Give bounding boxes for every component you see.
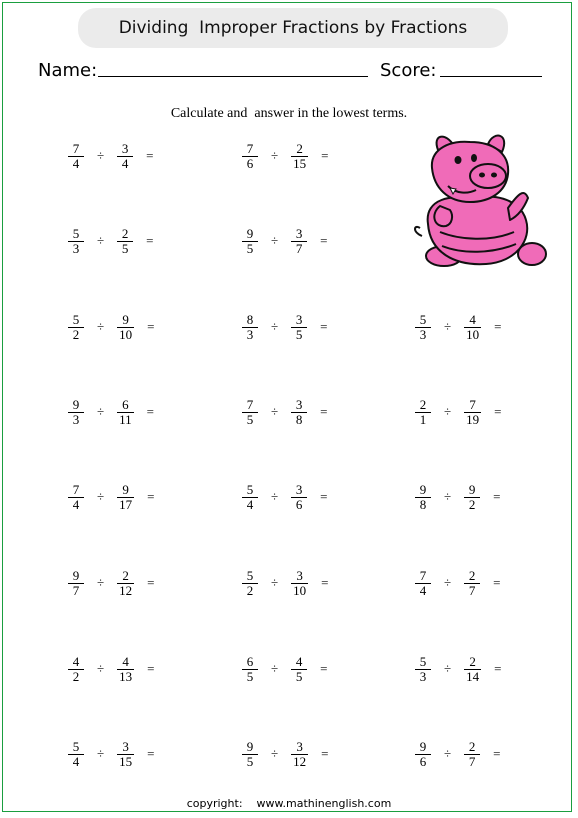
division-sign: ÷ xyxy=(271,148,279,163)
denominator: 8 xyxy=(295,411,303,427)
denominator: 4 xyxy=(72,753,80,769)
denominator: 4 xyxy=(72,155,80,171)
divisor-fraction xyxy=(117,398,134,427)
numerator: 7 xyxy=(246,140,254,156)
numerator: 3 xyxy=(295,481,303,497)
numerator: 4 xyxy=(122,653,129,669)
equals-sign: = xyxy=(493,575,501,590)
equals-sign: = xyxy=(494,404,502,419)
divisor-fraction xyxy=(291,142,308,171)
equals-sign: = xyxy=(146,148,154,163)
divisor-fraction xyxy=(464,313,481,342)
equals-sign: = xyxy=(320,661,328,676)
numerator: 7 xyxy=(246,396,254,412)
denominator: 5 xyxy=(246,411,254,427)
divisor-fraction xyxy=(464,483,480,512)
equals-sign: = xyxy=(493,746,501,761)
numerator: 9 xyxy=(72,396,80,412)
numerator: 2 xyxy=(468,567,476,583)
division-problem xyxy=(242,136,328,176)
equals-sign: = xyxy=(146,404,155,419)
dividend-fraction xyxy=(68,398,84,427)
numerator: 2 xyxy=(296,140,303,156)
numerator: 7 xyxy=(419,567,427,583)
dividend-fraction xyxy=(242,655,258,684)
denominator: 4 xyxy=(419,582,427,598)
denominator: 12 xyxy=(293,753,307,769)
equals-sign: = xyxy=(320,489,328,504)
division-problem xyxy=(415,563,500,603)
numerator: 3 xyxy=(122,738,129,754)
denominator: 15 xyxy=(293,155,307,171)
equals-sign: = xyxy=(320,233,328,248)
equals-sign: = xyxy=(147,746,155,761)
denominator: 3 xyxy=(72,411,80,427)
denominator: 7 xyxy=(295,240,303,256)
divisor-fraction xyxy=(117,740,134,769)
denominator: 10 xyxy=(293,582,307,598)
divisor-fraction xyxy=(464,655,481,684)
denominator: 5 xyxy=(295,326,303,342)
divisor-fraction xyxy=(291,227,307,256)
division-sign: ÷ xyxy=(97,404,105,419)
numerator: 3 xyxy=(295,225,303,241)
denominator: 5 xyxy=(246,668,254,684)
equals-sign: = xyxy=(147,489,155,504)
division-sign: ÷ xyxy=(97,575,105,590)
score-answer-line[interactable] xyxy=(440,76,542,77)
dividend-fraction xyxy=(242,227,258,256)
dividend-fraction xyxy=(242,398,258,427)
equals-sign: = xyxy=(320,404,328,419)
numerator: 9 xyxy=(468,481,476,497)
division-sign: ÷ xyxy=(97,148,105,163)
equals-sign: = xyxy=(321,148,329,163)
equals-sign: = xyxy=(321,575,329,590)
denominator: 4 xyxy=(121,155,129,171)
division-problem xyxy=(242,649,327,689)
division-sign: ÷ xyxy=(97,233,105,248)
dividend-fraction xyxy=(415,655,431,684)
division-sign: ÷ xyxy=(271,575,279,590)
numerator: 7 xyxy=(469,396,476,412)
division-problem xyxy=(415,734,500,774)
division-problem xyxy=(242,477,327,517)
dividend-fraction xyxy=(415,313,431,342)
denominator: 3 xyxy=(246,326,254,342)
name-answer-line[interactable] xyxy=(98,76,368,77)
divisor-fraction xyxy=(117,483,134,512)
dividend-fraction xyxy=(415,398,431,427)
division-problem xyxy=(242,563,328,603)
divisor-fraction xyxy=(117,142,133,171)
division-problem xyxy=(68,307,154,347)
numerator: 7 xyxy=(72,140,80,156)
division-sign: ÷ xyxy=(444,319,452,334)
worksheet-title: Dividing Improper Fractions by Fractions xyxy=(78,8,508,48)
dividend-fraction xyxy=(242,569,258,598)
denominator: 2 xyxy=(468,496,476,512)
division-problem xyxy=(242,221,327,261)
divisor-fraction xyxy=(291,313,307,342)
denominator: 5 xyxy=(246,753,254,769)
denominator: 19 xyxy=(466,411,480,427)
numerator: 6 xyxy=(122,396,129,412)
denominator: 15 xyxy=(119,753,133,769)
denominator: 12 xyxy=(119,582,133,598)
dividend-fraction xyxy=(68,227,84,256)
denominator: 5 xyxy=(246,240,254,256)
divisor-fraction xyxy=(117,655,134,684)
numerator: 5 xyxy=(419,653,427,669)
dividend-fraction xyxy=(415,740,431,769)
division-sign: ÷ xyxy=(444,404,452,419)
denominator: 8 xyxy=(419,496,427,512)
denominator: 7 xyxy=(468,753,476,769)
numerator: 3 xyxy=(121,140,129,156)
denominator: 4 xyxy=(246,496,254,512)
score-label: Score: xyxy=(380,60,437,81)
denominator: 11 xyxy=(119,411,132,427)
denominator: 14 xyxy=(466,668,480,684)
divisor-fraction xyxy=(291,483,307,512)
dividend-fraction xyxy=(242,313,258,342)
division-problem xyxy=(68,477,154,517)
division-problem xyxy=(68,563,154,603)
numerator: 3 xyxy=(295,311,303,327)
division-problem xyxy=(242,734,328,774)
division-problem xyxy=(68,649,154,689)
equals-sign: = xyxy=(321,746,329,761)
dividend-fraction xyxy=(68,483,84,512)
numerator: 3 xyxy=(296,738,303,754)
denominator: 5 xyxy=(295,668,303,684)
denominator: 7 xyxy=(72,582,80,598)
numerator: 4 xyxy=(72,653,80,669)
divisor-fraction xyxy=(117,313,134,342)
division-problem xyxy=(68,392,154,432)
division-problem xyxy=(415,477,500,517)
numerator: 5 xyxy=(246,567,254,583)
numerator: 5 xyxy=(72,225,80,241)
denominator: 6 xyxy=(246,155,254,171)
denominator: 10 xyxy=(466,326,480,342)
name-label: Name: xyxy=(38,60,98,81)
division-problem xyxy=(68,136,153,176)
denominator: 2 xyxy=(72,326,80,342)
division-sign: ÷ xyxy=(271,489,279,504)
division-problem xyxy=(415,307,501,347)
division-problem xyxy=(68,221,153,261)
division-sign: ÷ xyxy=(271,319,279,334)
numerator: 9 xyxy=(122,311,129,327)
denominator: 2 xyxy=(246,582,254,598)
dividend-fraction xyxy=(415,569,431,598)
denominator: 6 xyxy=(419,753,427,769)
division-sign: ÷ xyxy=(444,746,452,761)
numerator: 8 xyxy=(246,311,254,327)
numerator: 2 xyxy=(468,738,476,754)
dividend-fraction xyxy=(242,142,258,171)
divisor-fraction xyxy=(117,569,134,598)
dividend-fraction xyxy=(242,740,258,769)
divisor-fraction xyxy=(464,398,481,427)
numerator: 3 xyxy=(295,396,303,412)
equals-sign: = xyxy=(494,661,502,676)
equals-sign: = xyxy=(320,319,328,334)
divisor-fraction xyxy=(291,740,308,769)
numerator: 5 xyxy=(246,481,254,497)
division-problem xyxy=(68,734,154,774)
numerator: 3 xyxy=(296,567,303,583)
numerator: 6 xyxy=(246,653,254,669)
denominator: 3 xyxy=(419,668,427,684)
numerator: 2 xyxy=(121,225,129,241)
division-sign: ÷ xyxy=(97,661,105,676)
denominator: 10 xyxy=(119,326,133,342)
denominator: 3 xyxy=(72,240,80,256)
denominator: 1 xyxy=(419,411,427,427)
divisor-fraction xyxy=(464,569,480,598)
denominator: 2 xyxy=(72,668,80,684)
dividend-fraction xyxy=(68,313,84,342)
denominator: 3 xyxy=(419,326,427,342)
numerator: 4 xyxy=(295,653,303,669)
dividend-fraction xyxy=(242,483,258,512)
numerator: 2 xyxy=(122,567,129,583)
division-problem xyxy=(242,392,327,432)
equals-sign: = xyxy=(146,233,154,248)
numerator: 5 xyxy=(72,738,80,754)
equals-sign: = xyxy=(494,319,502,334)
division-sign: ÷ xyxy=(97,319,105,334)
numerator: 5 xyxy=(72,311,80,327)
dividend-fraction xyxy=(68,569,84,598)
denominator: 5 xyxy=(121,240,129,256)
division-sign: ÷ xyxy=(444,575,452,590)
denominator: 13 xyxy=(119,668,133,684)
numerator: 9 xyxy=(122,481,129,497)
dividend-fraction xyxy=(415,483,431,512)
equals-sign: = xyxy=(147,575,155,590)
numerator: 9 xyxy=(72,567,80,583)
numerator: 4 xyxy=(469,311,476,327)
numerator: 2 xyxy=(419,396,427,412)
numerator: 2 xyxy=(469,653,476,669)
division-sign: ÷ xyxy=(271,404,279,419)
division-sign: ÷ xyxy=(97,489,105,504)
pink-pig-icon xyxy=(410,128,550,270)
dividend-fraction xyxy=(68,740,84,769)
equals-sign: = xyxy=(147,319,155,334)
instructions: Calculate and answer in the lowest terms. xyxy=(170,106,408,121)
equals-sign: = xyxy=(493,489,501,504)
division-sign: ÷ xyxy=(271,746,279,761)
divisor-fraction xyxy=(291,398,307,427)
footer-copyright: copyright: www.mathinenglish.com xyxy=(186,797,392,810)
divisor-fraction xyxy=(291,569,308,598)
denominator: 6 xyxy=(295,496,303,512)
denominator: 4 xyxy=(72,496,80,512)
division-sign: ÷ xyxy=(271,233,279,248)
division-sign: ÷ xyxy=(444,489,452,504)
divisor-fraction xyxy=(291,655,307,684)
numerator: 9 xyxy=(246,738,254,754)
division-sign: ÷ xyxy=(97,746,105,761)
equals-sign: = xyxy=(147,661,155,676)
numerator: 7 xyxy=(72,481,80,497)
numerator: 9 xyxy=(246,225,254,241)
division-sign: ÷ xyxy=(271,661,279,676)
division-sign: ÷ xyxy=(444,661,452,676)
numerator: 5 xyxy=(419,311,427,327)
dividend-fraction xyxy=(68,655,84,684)
denominator: 17 xyxy=(119,496,133,512)
division-problem xyxy=(415,649,501,689)
divisor-fraction xyxy=(464,740,480,769)
division-problem xyxy=(415,392,501,432)
denominator: 7 xyxy=(468,582,476,598)
dividend-fraction xyxy=(68,142,84,171)
numerator: 9 xyxy=(419,738,427,754)
numerator: 9 xyxy=(419,481,427,497)
division-problem xyxy=(242,307,327,347)
divisor-fraction xyxy=(117,227,133,256)
